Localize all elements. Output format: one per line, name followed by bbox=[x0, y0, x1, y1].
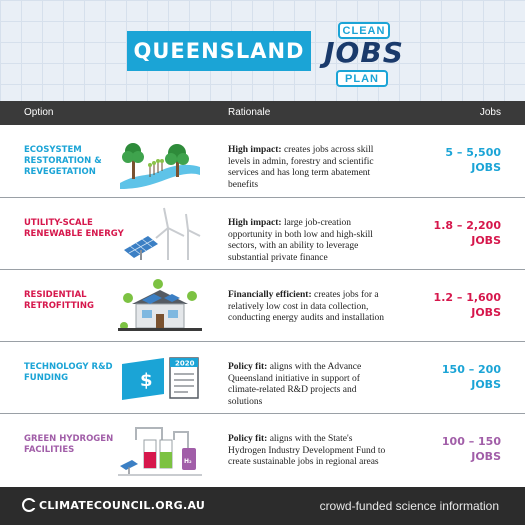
hydrogen-plant-icon bbox=[118, 422, 202, 478]
dollar-icon: $ bbox=[140, 370, 153, 391]
rationale-text bbox=[228, 434, 388, 469]
footer bbox=[0, 487, 525, 525]
column-header-option: Option bbox=[24, 107, 54, 118]
badge-clean-label: CLEAN bbox=[338, 22, 390, 39]
rationale-text bbox=[228, 145, 388, 191]
funding-and-calendar-icon bbox=[118, 350, 202, 406]
table-row bbox=[0, 197, 525, 269]
jobs-estimate bbox=[434, 218, 501, 248]
jobs-unit: JOBS bbox=[471, 378, 501, 391]
rationale-body: aligns with the State's Hydrogen Industry Development Fund to create sustainable jobs in regional areas bbox=[228, 434, 386, 467]
jobs-estimate bbox=[442, 362, 501, 392]
table-row bbox=[0, 413, 525, 487]
solar-and-wind-icon bbox=[118, 206, 202, 262]
jobs-unit: JOBS bbox=[471, 450, 501, 463]
jobs-range: 150 – 200 bbox=[441, 363, 501, 376]
jobs-range: 100 – 150 bbox=[441, 435, 501, 448]
option-name: UTILITY-SCALE RENEWABLE ENERGY bbox=[24, 218, 124, 239]
option-name: ECOSYSTEM RESTORATION & REVEGETATION bbox=[24, 145, 102, 177]
rationale-lead: High impact: bbox=[228, 145, 282, 155]
climate-council-logo[interactable] bbox=[22, 498, 205, 512]
calendar-year: 2020 bbox=[175, 359, 195, 368]
rationale-body: aligns with the Advance Queensland initiative in support of climate-related R&D projects and solutions bbox=[228, 362, 362, 407]
rationale-lead: Financially efficient: bbox=[228, 290, 312, 300]
hydrogen-tank-label: H₂ bbox=[184, 458, 192, 465]
jobs-estimate bbox=[445, 145, 501, 175]
trees-and-river-icon bbox=[118, 133, 202, 189]
rationale-lead: High impact: bbox=[228, 218, 282, 228]
jobs-unit: JOBS bbox=[471, 234, 501, 247]
clean-jobs-plan-badge bbox=[322, 22, 402, 86]
table-row bbox=[0, 341, 525, 413]
jobs-unit: JOBS bbox=[471, 161, 501, 174]
table-header bbox=[0, 101, 525, 125]
solar-house-icon bbox=[118, 278, 202, 334]
option-name: TECHNOLOGY R&D FUNDING bbox=[24, 362, 113, 383]
footer-tagline: crowd-funded science information bbox=[319, 499, 499, 513]
jobs-estimate bbox=[442, 434, 501, 464]
jobs-estimate bbox=[434, 290, 501, 320]
options-table bbox=[0, 125, 525, 487]
table-row bbox=[0, 269, 525, 341]
jobs-range: 1.8 – 2,200 bbox=[433, 219, 501, 232]
climate-council-link[interactable]: CLIMATECOUNCIL.ORG.AU bbox=[39, 498, 206, 512]
rationale-lead: Policy fit: bbox=[228, 434, 268, 444]
rationale-lead: Policy fit: bbox=[228, 362, 268, 372]
column-header-rationale: Rationale bbox=[228, 107, 271, 118]
column-header-jobs: Jobs bbox=[479, 107, 501, 118]
climate-council-logo-icon bbox=[22, 498, 36, 512]
rationale-text bbox=[228, 290, 388, 325]
badge-jobs-label: JOBS bbox=[324, 36, 404, 69]
page-title: QUEENSLAND bbox=[127, 31, 311, 71]
jobs-range: 1.2 – 1,600 bbox=[433, 291, 501, 304]
header bbox=[0, 0, 525, 101]
rationale-text bbox=[228, 218, 388, 264]
table-row bbox=[0, 125, 525, 197]
jobs-range: 5 – 5,500 bbox=[445, 146, 501, 159]
rationale-body: large job-creation opportunity in both low and high-skill sectors, with an ability to leverage substantial private finance bbox=[228, 218, 373, 263]
option-name: RESIDENTIAL RETROFITTING bbox=[24, 290, 94, 311]
option-name: GREEN HYDROGEN FACILITIES bbox=[24, 434, 114, 455]
jobs-unit: JOBS bbox=[471, 306, 501, 319]
rationale-text bbox=[228, 362, 388, 408]
rationale-body: creates jobs across skill levels in admin, forestry and scientific services and has long term abatement benefits bbox=[228, 145, 374, 190]
rationale-body: creates jobs for a relatively low cost in data collection, conducting energy audits and installation bbox=[228, 290, 385, 323]
badge-plan-label: PLAN bbox=[336, 70, 388, 87]
